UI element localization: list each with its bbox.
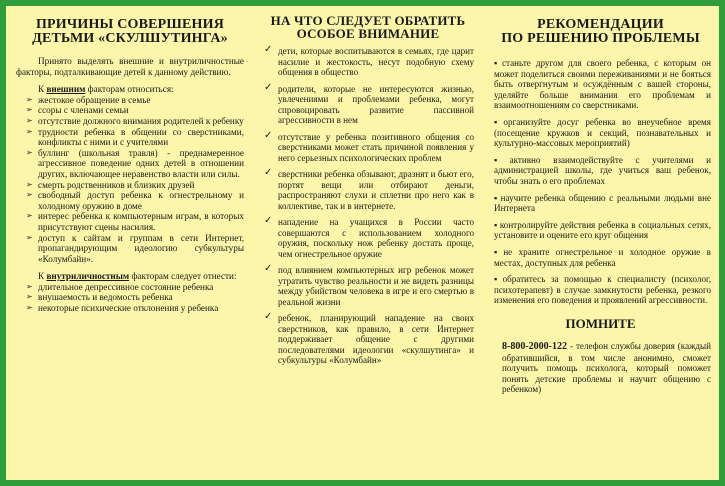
external-factor-item: [16, 190, 244, 211]
attention-item-text: ребенок, планирующий нападение на своих сверстников, как правило, в сети Интернет поддерживает общение с другими последователями идеологии «скулшутинга» и субкультуры «Колумбайн»: [278, 313, 474, 365]
external-factor-item-text: доступ к сайтам и группам в сети Интернет, пропагандирующим идеологию субкультуры «Колумбайн».: [38, 232, 244, 264]
external-factor-item: [16, 211, 244, 232]
internal-factors-lead: К внутриличностным факторам следует отнести:: [38, 271, 237, 282]
external-factors-list: [16, 95, 244, 265]
causes-column: [6, 6, 250, 480]
external-factor-item: [16, 127, 244, 148]
recommendations-title: РЕКОМЕНДАЦИИ ПО РЕШЕНИЮ ПРОБЛЕМЫ: [501, 17, 700, 46]
attention-item: [262, 129, 474, 164]
external-factors-lead: К внешним факторам относиться:: [38, 84, 174, 95]
checkmark-icon: ✓: [264, 129, 273, 141]
attention-item: [262, 81, 474, 126]
external-factor-item-text: жестокое обращение в семье: [38, 94, 151, 105]
arrow-bullet-icon: ➢: [26, 105, 33, 115]
leaflet: [6, 6, 719, 480]
external-factor-item-text: свободный доступ ребенка к огнестрельному и холодному оружию в доме: [38, 190, 244, 211]
arrow-bullet-icon: ➢: [26, 147, 33, 157]
recommendation-item: [490, 193, 711, 214]
internal-factor-item: [16, 303, 244, 314]
internal-factor-item: [16, 292, 244, 303]
attention-item: [262, 265, 474, 307]
attention-item-text: дети, которые воспитываются в семьях, где царит насилие и жестокость, несут подобную схему общения в общество: [278, 46, 474, 77]
recommendations-list: [490, 58, 711, 306]
external-factor-item: [16, 95, 244, 106]
external-factor-item: [16, 105, 244, 116]
arrow-bullet-icon: ➢: [26, 232, 33, 242]
external-factor-item: [16, 116, 244, 127]
recommendation-text: научите ребенка общению с реальными людьми вне Интернета: [494, 192, 712, 214]
causes-title: ПРИЧИНЫ СОВЕРШЕНИЯ ДЕТЬМИ «СКУЛШУТИНГА»: [32, 17, 228, 46]
checkmark-icon: ✓: [264, 263, 273, 274]
attention-item: [262, 217, 474, 259]
external-factor-item-text: ссоры с членами семьи: [38, 105, 129, 116]
causes-intro: Принято выделять внешние и внутриличностные факторы, подталкивающие детей к данному действию.: [16, 56, 245, 77]
attention-title: НА ЧТО СЛЕДУЕТ ОБРАТИТЬ ОСОБОЕ ВНИМАНИЕ: [270, 13, 466, 41]
external-factor-item: [16, 148, 244, 180]
recommendations-column: [484, 6, 719, 480]
recommendation-text: станьте другом для своего ребенка, с которым он может поделиться своими переживаниями и не бояться быть отвергнутым и осуждённым с вашей стороны, уделяйте больше внимания его проблемам и взаимоотношениям со сверстниками.: [494, 58, 711, 111]
external-factor-item-text: интерес ребенка к компьютерным играм, в которых присутствуют сцены насилия.: [38, 211, 244, 232]
recommendation-text: организуйте досуг ребенка во внеучебное время (посещение кружков и секций, познавательных и культурно-массовых мероприятий): [494, 116, 711, 149]
arrow-bullet-icon: ➢: [26, 179, 33, 189]
dot-bullet-icon: ▪: [494, 246, 502, 257]
arrow-bullet-icon: ➢: [26, 115, 33, 125]
attention-item-text: отсутствие у ребенка позитивного общения со сверстниками может стать причиной появления у него серьезных психологических проблем: [278, 131, 474, 163]
internal-factor-item-text: некоторые психические отклонения у ребенка: [38, 303, 219, 314]
dot-bullet-icon: ▪: [494, 192, 499, 203]
checkmark-icon: ✓: [264, 167, 273, 178]
attention-item-text: под влиянием компьютерных игр ребенок может утратить чувство реальности и не видеть разницы между убийством человека в игре и его смертью в реальной жизни: [278, 265, 474, 307]
remember-heading: ПОМНИТЕ: [565, 315, 636, 331]
recommendation-item: [490, 247, 711, 268]
dot-bullet-icon: ▪: [494, 116, 502, 127]
arrow-bullet-icon: ➢: [26, 190, 33, 200]
external-factor-item: [16, 233, 244, 265]
recommendation-item: [490, 117, 711, 149]
attention-item-text: родители, которые не интересуются жизнью, увлечениями и проблемами ребенка, могут спровоцировать развитие пассивной агрессивности в нем: [278, 83, 474, 125]
recommendation-text: обратитесь за помощью к специалисту (психолог, психотерапевт) в случае замкнутости ребенка, резкого изменения его поведения и проявлений агрессивности.: [494, 274, 711, 306]
attention-column: [256, 6, 478, 480]
arrow-bullet-icon: ➢: [26, 94, 33, 104]
checkmark-icon: ✓: [264, 311, 273, 322]
recommendation-text: контролируйте действия ребенка в социальных сетях, установите и оцените его круг общения: [494, 219, 711, 241]
checkmark-icon: ✓: [264, 44, 273, 55]
external-factor-item: [16, 180, 244, 191]
external-factor-item-text: смерть родственников и близких друзей: [38, 179, 195, 190]
helpline-number: 8-800-2000-122: [502, 340, 567, 352]
attention-item: [262, 169, 474, 211]
arrow-bullet-icon: ➢: [26, 303, 33, 313]
arrow-bullet-icon: ➢: [26, 292, 33, 302]
recommendation-item: [490, 58, 711, 111]
dot-bullet-icon: ▪: [494, 58, 500, 68]
external-factor-item-text: буллинг (школьная травля) - преднамеренное агрессивное поведение одних детей в отношении других, включающее неравенство власти или силы.: [38, 147, 244, 179]
checkmark-icon: ✓: [264, 215, 273, 226]
external-factor-item-text: трудности ребенка в общении со сверстниками, конфликты с ними и с учителями: [38, 126, 244, 148]
dot-bullet-icon: ▪: [494, 274, 501, 285]
attention-item: [262, 313, 474, 366]
internal-factor-item: [16, 282, 244, 293]
attention-item-text: сверстники ребенка обзывают, дразнят и бьют его, портят вещи или отбирают деньги, распространяют слухи и сплетни про него как в коллективе, так и в интернете.: [278, 169, 474, 211]
checkmark-icon: ✓: [264, 81, 273, 93]
attention-list: [262, 46, 474, 366]
recommendation-text: не храните огнестрельное и холодное оружие в местах, доступных для ребенка: [494, 246, 711, 268]
arrow-bullet-icon: ➢: [26, 281, 33, 291]
attention-item: [262, 46, 474, 78]
recommendation-item: [490, 155, 711, 187]
dot-bullet-icon: ▪: [494, 219, 498, 230]
external-factor-item-text: отсутствие должного внимания родителей к ребенку: [38, 115, 244, 126]
internal-factor-item-text: длительное депрессивное состояние ребенка: [38, 281, 214, 292]
arrow-bullet-icon: ➢: [26, 211, 33, 221]
recommendation-item: [490, 274, 711, 306]
helpline-info: 8-800-2000-122 - телефон службы доверия (каждый обратившийся, в том числе анонимно, сможет получить помощь психолога, который поможет понять детские проблемы и научит общению с ребенком): [502, 340, 711, 395]
attention-item-text: нападение на учащихся в России часто совершаются с использованием холодного оружия, поскольку нож ребенку достать проще, чем огнестрельное оружие: [278, 217, 474, 259]
recommendation-item: [490, 220, 711, 241]
recommendation-text: активно взаимодействуйте с учителями и администрацией школы, где учиться ваш ребенок, чтобы знать о его проблемах: [494, 154, 711, 186]
internal-factor-item-text: внушаемость и ведомость ребенка: [38, 292, 173, 303]
internal-factors-list: [16, 282, 244, 314]
dot-bullet-icon: ▪: [494, 154, 508, 165]
arrow-bullet-icon: ➢: [26, 126, 33, 136]
